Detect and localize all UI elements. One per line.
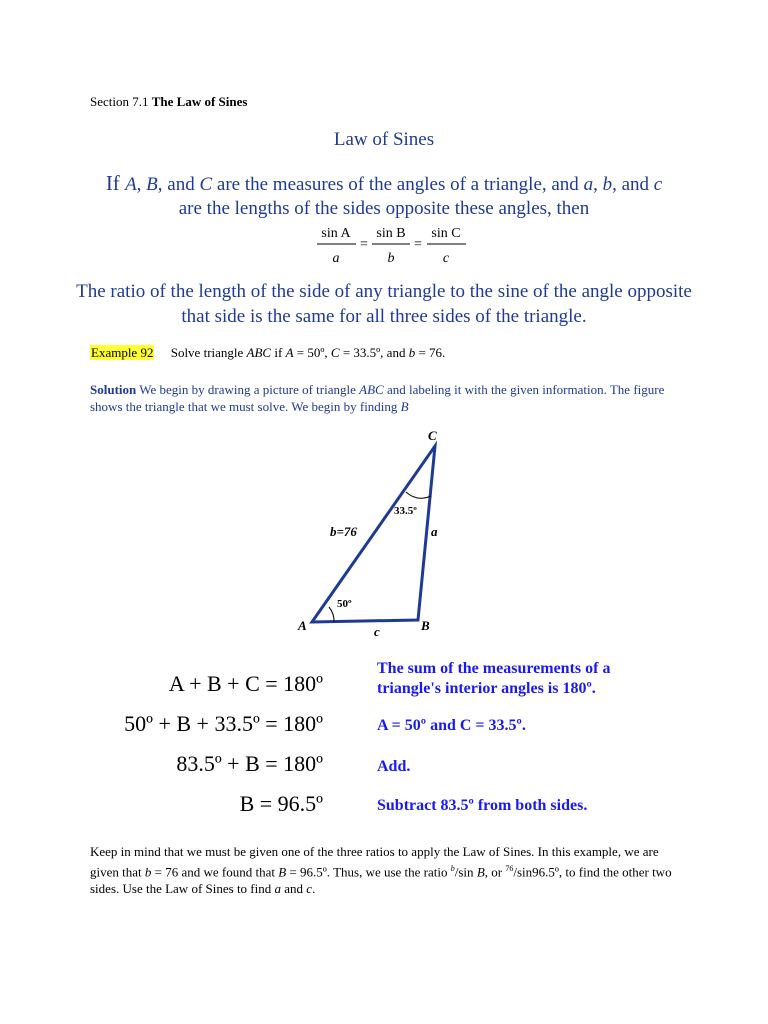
step-1-note-line2: triangle's interior angles is 180º. [377, 680, 596, 697]
formula-den-b: b [387, 251, 395, 266]
vertex-c-label: C [428, 428, 437, 443]
law-of-sines-formula [0, 222, 768, 268]
side-b-label: b=76 [330, 524, 357, 539]
formula-den-a: a [332, 251, 340, 266]
section-title: The Law of Sines [151, 94, 248, 109]
formula-num-c: sin C [431, 226, 461, 241]
angle-c-label: 33.5º [394, 505, 417, 517]
side-c-label: c [374, 624, 380, 639]
formula-den-c: c [442, 251, 450, 266]
angle-c-arc [406, 492, 431, 498]
vertex-a-label: A [298, 618, 307, 633]
step-1-note-line1: The sum of the measurements of a [377, 660, 611, 677]
angle-a-arc [329, 607, 334, 622]
formula-eq-2: = [414, 237, 422, 252]
step-1-equation: A + B + C = 180º [168, 671, 323, 696]
solution-label: Solution [90, 382, 137, 397]
formula-eq-1: = [360, 237, 368, 252]
example-prompt: Example 92 Solve triangle ABC if A = 50º, C = 33.5º, and b = 76. [91, 345, 446, 360]
section-number: Section 7.1 [90, 94, 149, 109]
step-2-equation: 50º + B + 33.5º = 180º [124, 711, 323, 736]
side-a-label: a [431, 524, 438, 539]
step-2-note: A = 50º and C = 33.5º. [377, 717, 526, 734]
section-heading [90, 94, 247, 110]
example-label: Example 92 [91, 345, 154, 360]
law-statement-line1: If A, B, and C are the measures of the angles of a triangle, and a, b, and c [105, 171, 663, 195]
step-3-equation: 83.5º + B = 180º [176, 751, 323, 776]
step-3-note: Add. [377, 758, 411, 775]
step-4-note: Subtract 83.5º from both sides. [377, 797, 588, 814]
triangle-figure [280, 424, 460, 642]
law-statement-line2: are the lengths of the sides opposite these angles, then [178, 198, 590, 219]
formula-num-b: sin B [376, 226, 406, 241]
formula-num-a: sin A [321, 226, 351, 241]
solution-steps [90, 648, 680, 828]
angle-a-label: 50º [337, 598, 352, 610]
solution-text: Solution We begin by drawing a picture of triangle ABC and labeling it with the given information. The figure shows the triangle that we must solve. We begin by finding B [90, 382, 665, 414]
step-4-equation: B = 96.5º [239, 791, 323, 816]
law-title: Law of Sines [333, 129, 435, 150]
keep-in-mind-paragraph: Keep in mind that we must be given one of the three ratios to apply the Law of Sines. In this example, we are given that b = 76 and we found that B = 96.5º. Thus, we use the ratio $^b$/sin B, or $^{76}$/sin96.5º, to find the other two sides. Use the Law of Sines to find a and c. [90, 844, 672, 897]
vertex-b-label: B [421, 618, 430, 633]
ratio-explanation: The ratio of the length of the side of any triangle to the sine of the angle opposite that side is the same for all three sides of the triangle. [76, 281, 692, 327]
law-statement [60, 171, 708, 221]
